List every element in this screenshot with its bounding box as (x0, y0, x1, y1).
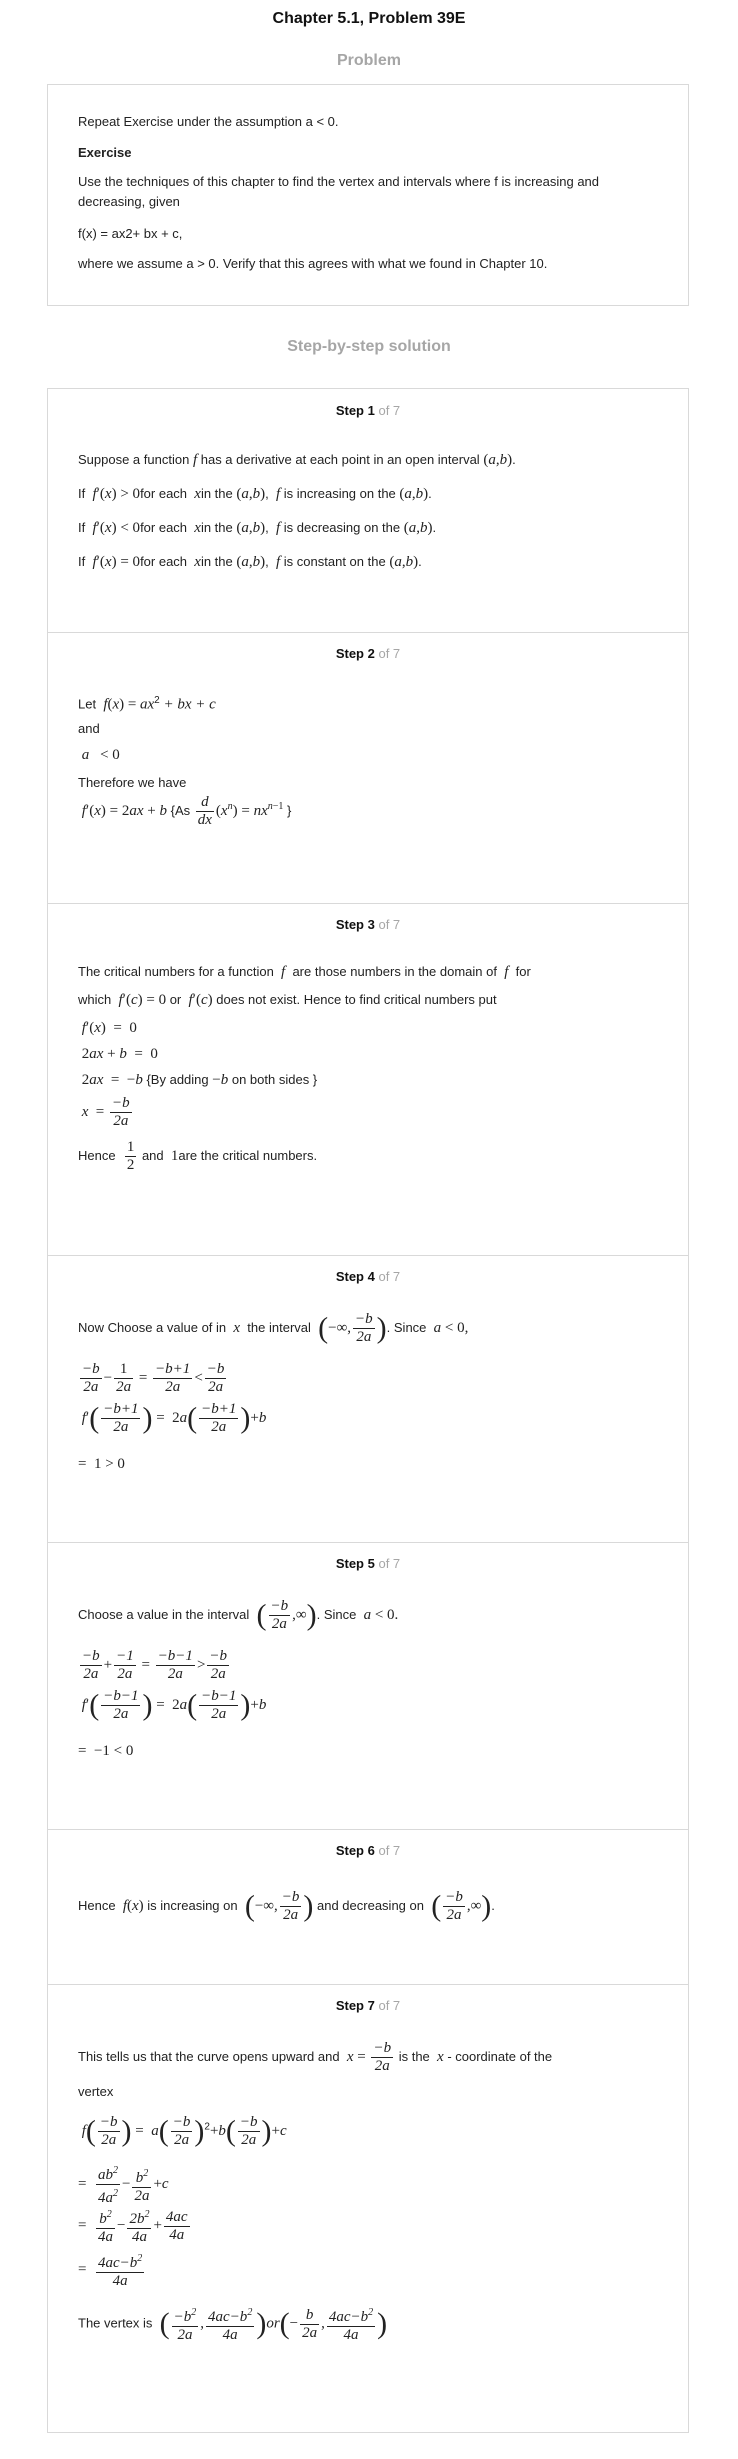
step-line: If f′(x) > 0for each xin the (a,b), f is increasing on the (a,b). (78, 486, 432, 502)
step-line: $\frac{-b}{2a}$ + $\frac{-1}{2a}$ = $\frac{-b-1}{2a}$ > $\frac{-b}{2a}$ (82, 1648, 228, 1682)
step-line: If f′(x) = 0for each xin the (a,b), f is constant on the (a,b). (78, 554, 422, 570)
step-line: which f′(c) = 0 or f′(c) does not exist. Hence to find critical numbers put (78, 992, 497, 1008)
step-line: f( $\frac{-b}{2a}$ ) = a( $\frac{-b}{2a}$ )$^2$+b( $\frac{-b}{2a}$ )+c (78, 2114, 287, 2148)
step-header: Step 6 of 7 (335, 1843, 401, 1858)
exercise-note: where we assume a > 0. Verify that this agrees with what we found in Chapter 10. (78, 256, 548, 271)
step-line: Suppose a function f has a derivative at each point in an open interval (a,b). (78, 452, 516, 468)
step-header: Step 3 of 7 (335, 917, 401, 932)
step-line: If f′(x) < 0for each xin the (a,b), f is decreasing on the (a,b). (78, 520, 437, 536)
step-line: = 1 > 0 (78, 1456, 125, 1472)
step-line: Hence $\frac{1}{2}$ and 1are the critical numbers. (78, 1139, 318, 1173)
step-header: Step 4 of 7 (335, 1269, 401, 1284)
step-6 (48, 1829, 688, 1985)
step-line: $\frac{-b}{2a}$ − $\frac{1}{2a}$ = $\frac{-b+1}{2a}$ < $\frac{-b}{2a}$ (82, 1361, 225, 1395)
exercise-text: decreasing, given (78, 194, 180, 209)
step-line: f′(x) = 2ax + b {As $\frac{d}{dx}$ $(x^n) = nx^{n-1}$ } (78, 794, 292, 828)
step-1 (48, 389, 688, 633)
step-line: = $\frac{4ac-b^2}{4a}$ (78, 2250, 146, 2290)
exercise-function: f(x) = ax2+ bx + c, (78, 226, 183, 241)
step-header: Step 5 of 7 (335, 1556, 401, 1571)
step-5 (48, 1542, 688, 1830)
step-line: Therefore we have (78, 775, 187, 790)
step-line: The vertex is ( $\frac{-b^2}{2a}$ , $\frac{4ac-b^2}{4a}$ )or(− $\frac{b}{2a}$ , $\frac{4ac-b^2}{4a}$ ) (78, 2304, 387, 2344)
step-line: f′( $\frac{-b+1}{2a}$ ) = 2a( $\frac{-b+1}{2a}$ )+b (78, 1401, 267, 1435)
exercise-text: Use the techniques of this chapter to find the vertex and intervals where f is increasing and (78, 174, 600, 189)
step-7 (48, 1984, 688, 2432)
step-line: and (78, 721, 100, 736)
step-2 (48, 632, 688, 904)
step-line: Now Choose a value of in x the interval (−∞, $\frac{-b}{2a}$ ). Since a < 0, (78, 1311, 469, 1345)
step-line: The critical numbers for a function f are those numbers in the domain of f for (78, 964, 531, 980)
step-3 (48, 903, 688, 1256)
step-header: Step 7 of 7 (335, 1998, 401, 2013)
step-line: = −1 < 0 (78, 1743, 134, 1759)
exercise-label: Exercise (78, 145, 132, 160)
problem-line: Repeat Exercise under the assumption a < 0. (78, 114, 339, 129)
step-line: = $\frac{b^2}{4a}$ − $\frac{2b^2}{4a}$ + $\frac{4ac}{4a}$ (78, 2206, 192, 2246)
step-line: 2ax + b = 0 (78, 1046, 158, 1062)
step-line: x = $\frac{-b}{2a}$ (78, 1095, 130, 1129)
step-line: a < 0 (78, 747, 120, 763)
step-line: 2ax = −b {By adding −b on both sides } (78, 1072, 318, 1088)
step-line: vertex (78, 2084, 114, 2099)
step-line: Let $f(x) = ax^2$ + bx + c (78, 695, 216, 713)
step-line: Hence f(x) is increasing on (−∞, $\frac{-b}{2a}$ ) and decreasing on ( $\frac{-b}{2a}$ ,∞). (78, 1889, 495, 1923)
step-line: Choose a value in the interval ( $\frac{-b}{2a}$ ,∞). Since a < 0. (78, 1598, 399, 1632)
step-line: f′(x) = 0 (78, 1020, 137, 1036)
problem-card (47, 84, 689, 306)
step-4 (48, 1255, 688, 1543)
page-title: Chapter 5.1, Problem 39E (272, 10, 466, 27)
step-line: = $\frac{ab^2}{4a^2}$ − $\frac{b^2}{2a}$ +c (78, 2162, 169, 2207)
step-header: Step 1 of 7 (335, 403, 401, 418)
problem-heading: Problem (336, 52, 401, 69)
step-line: f′( $\frac{-b-1}{2a}$ ) = 2a( $\frac{-b-1}{2a}$ )+b (78, 1688, 267, 1722)
step-line: This tells us that the curve opens upward and x = $\frac{-b}{2a}$ is the x - coordinate of the (78, 2040, 553, 2074)
solution-card (47, 388, 689, 2433)
solution-heading: Step-by-step solution (287, 338, 451, 355)
step-header: Step 2 of 7 (335, 646, 401, 661)
